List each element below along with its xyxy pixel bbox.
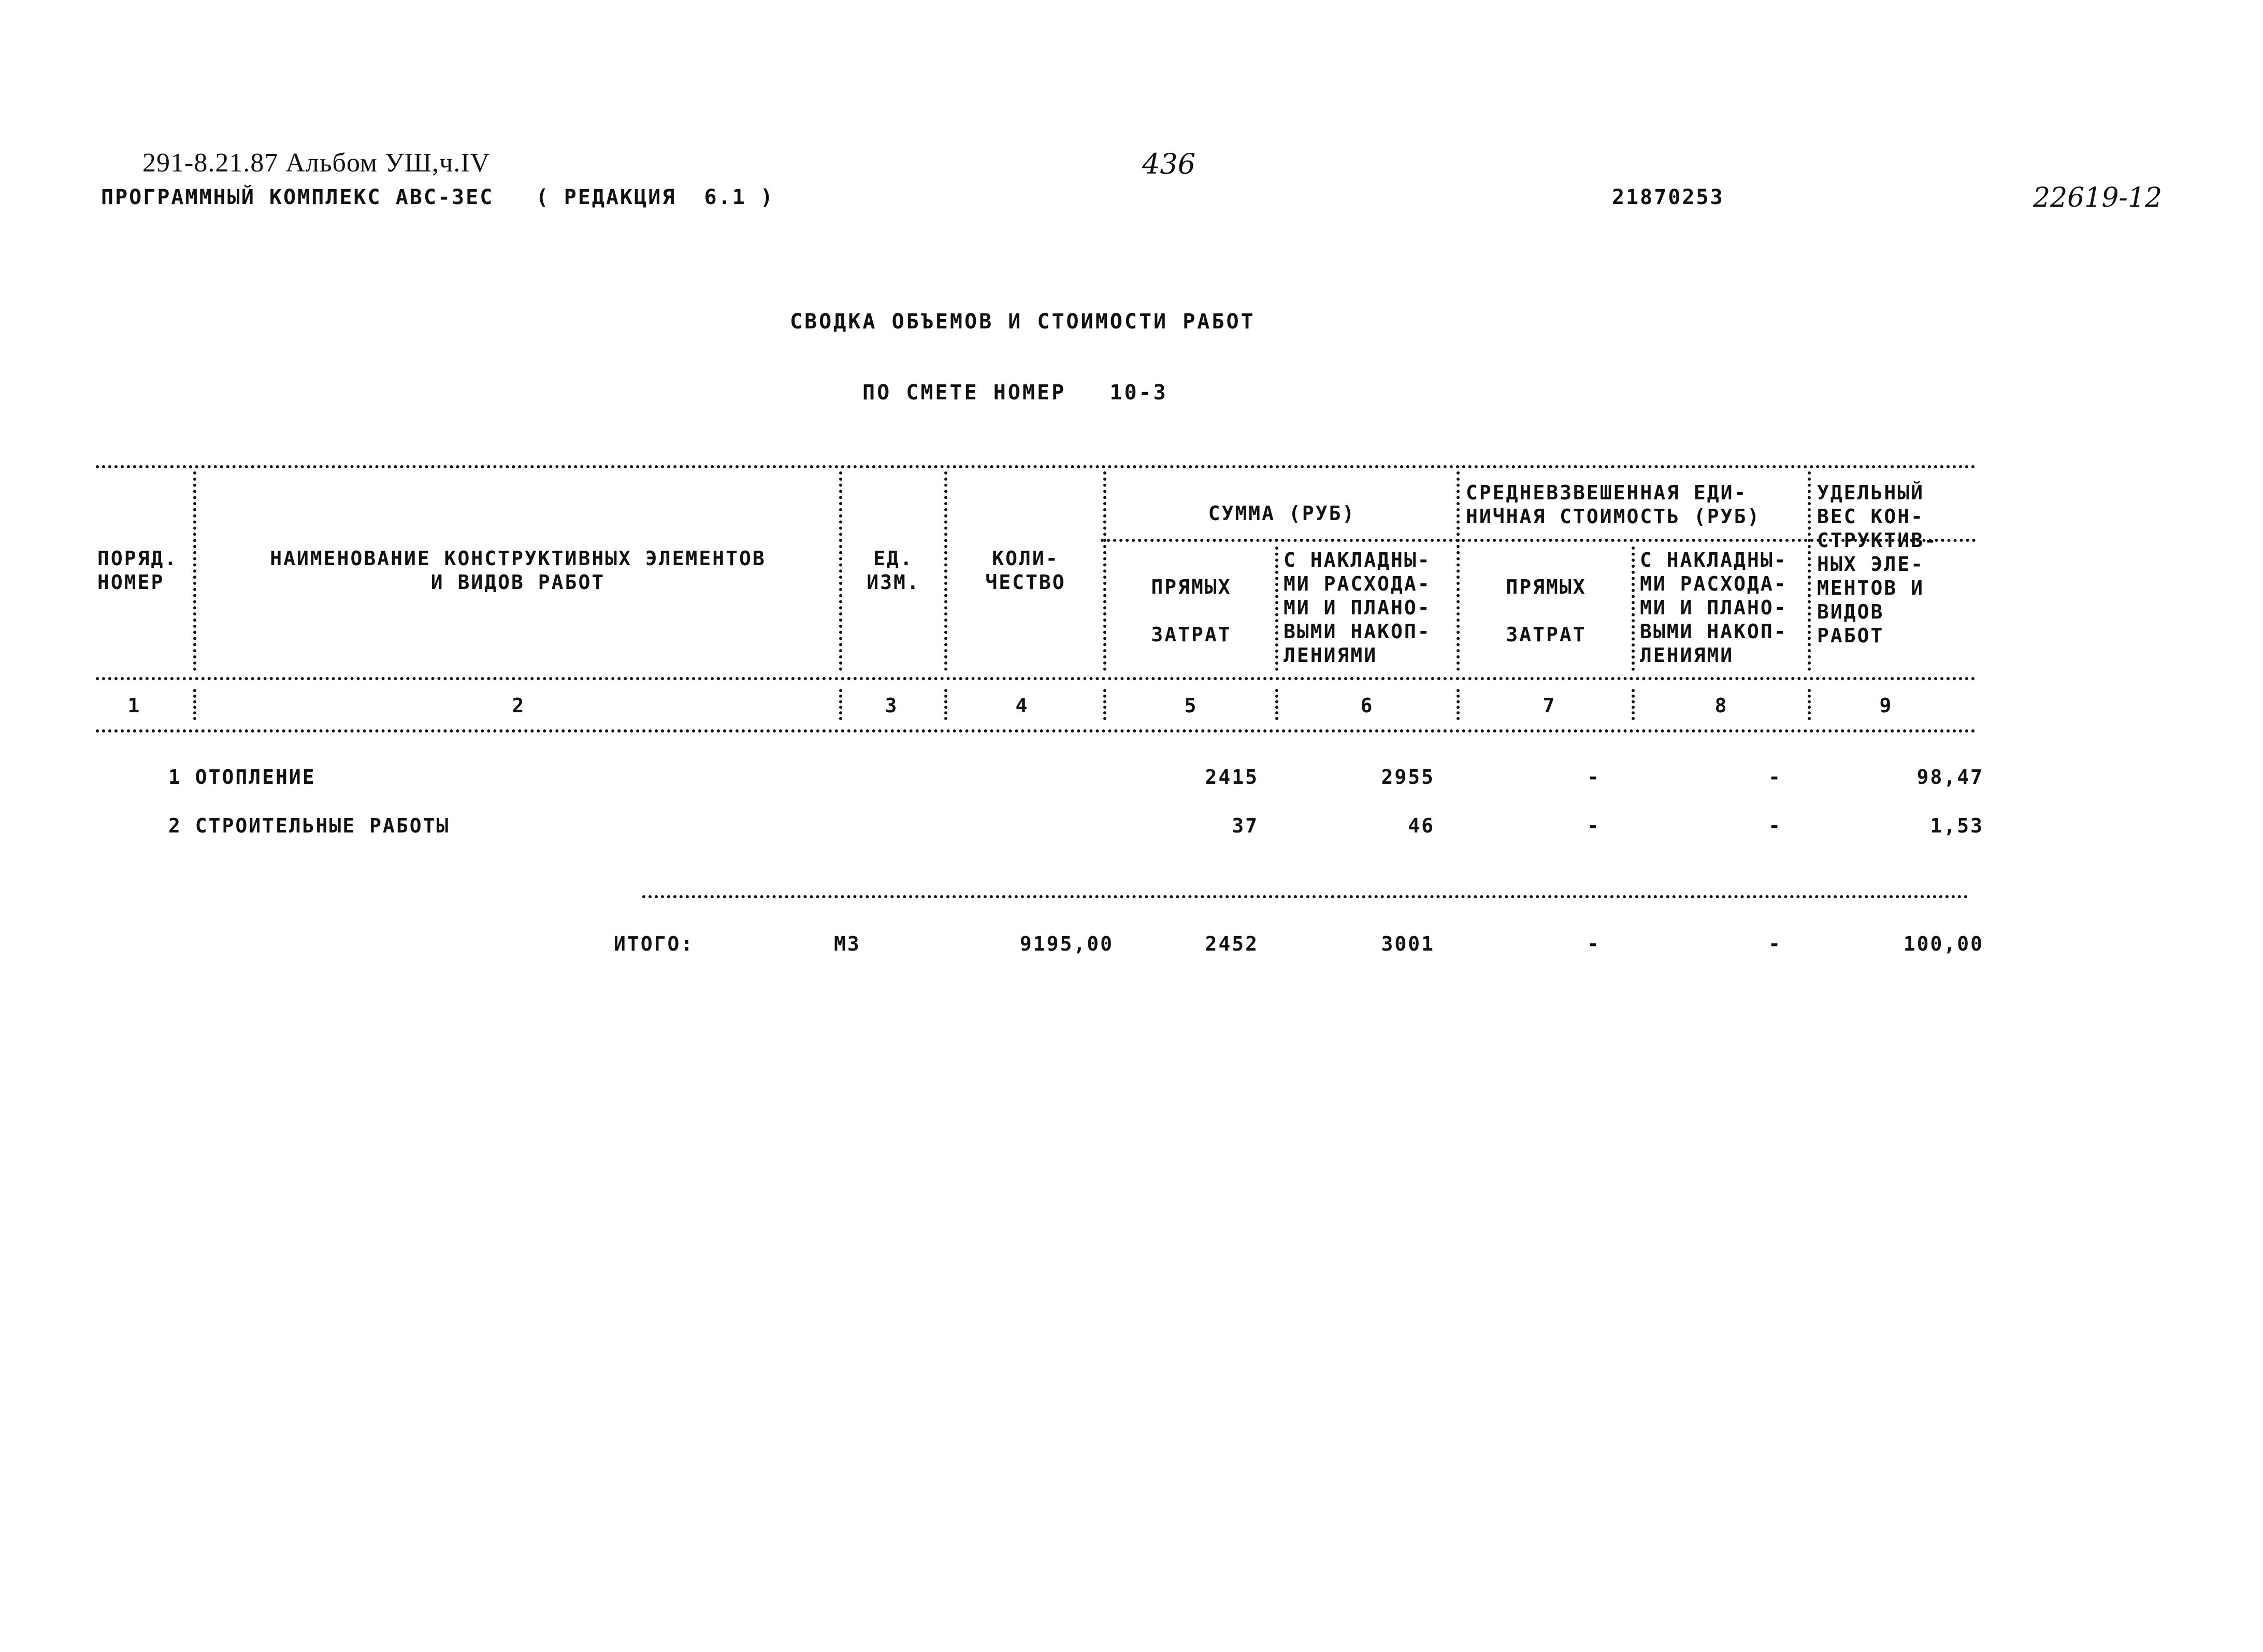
total-quantity: 9195,00 — [1019, 932, 1114, 955]
numbers-bottom-rule — [96, 729, 1976, 732]
col-separator — [839, 471, 842, 671]
col-header-quantity: КОЛИ- ЧЕСТВО — [985, 547, 1066, 594]
col-separator — [193, 471, 196, 671]
document-title: СВОДКА ОБЪЕМОВ И СТОИМОСТИ РАБОТ — [790, 310, 1256, 334]
table-cell-share: 98,47 — [1916, 766, 1984, 788]
col-separator — [1632, 547, 1635, 671]
table-cell-direct: 2415 — [1205, 766, 1259, 788]
total-unit: М3 — [834, 932, 861, 955]
col-header-overhead-costs: С НАКЛАДНЫ- МИ РАСХОДА- МИ И ПЛАНО- ВЫМИ НАКОП- ЛЕНИЯМИ — [1284, 549, 1431, 667]
col-number: 5 — [1184, 694, 1197, 717]
total-unit-overhead: - — [1768, 932, 1782, 955]
col-separator — [1632, 689, 1635, 720]
col-separator — [1808, 689, 1811, 720]
col-header-unit-direct: ПРЯМЫХ ЗАТРАТ — [1506, 576, 1587, 646]
total-overhead: 3001 — [1381, 932, 1435, 955]
col-number: 3 — [885, 694, 897, 717]
table-cell-direct: 37 — [1232, 814, 1259, 837]
col-header-group-sum: СУММА (РУБ) — [1208, 502, 1356, 525]
col-separator — [1457, 689, 1460, 720]
document-subtitle: ПО СМЕТЕ НОМЕР 10-3 — [862, 381, 1168, 405]
col-header-direct-costs: ПРЯМЫХ ЗАТРАТ — [1151, 576, 1232, 646]
page-number: 436 — [1142, 148, 1196, 180]
program-name: ПРОГРАММНЫЙ КОМПЛЕКС АВС-3ЕС ( РЕДАКЦИЯ 6.1 ) — [101, 185, 774, 209]
table-cell-unit-direct: - — [1587, 814, 1601, 837]
col-header-name: НАИМЕНОВАНИЕ КОНСТРУКТИВНЫХ ЭЛЕМЕНТОВ И ВИДОВ РАБОТ — [270, 547, 766, 594]
table-cell-overhead: 46 — [1408, 814, 1435, 837]
col-number: 7 — [1543, 694, 1555, 717]
table-top-rule — [96, 465, 1976, 468]
col-separator — [839, 689, 842, 720]
table-cell-share: 1,53 — [1930, 814, 1984, 837]
table-cell-overhead: 2955 — [1381, 766, 1435, 788]
total-rule — [642, 895, 1968, 898]
col-header-share: УДЕЛЬНЫЙ ВЕС КОН- СТРУКТИВ- НЫХ ЭЛЕ- МЕНТОВ И ВИДОВ РАБОТ — [1817, 481, 1938, 647]
table-cell-unit-overhead: - — [1768, 766, 1782, 788]
document-code: 21870253 — [1612, 185, 1724, 209]
col-separator — [1275, 689, 1278, 720]
col-separator — [1275, 547, 1278, 671]
col-number: 2 — [512, 694, 524, 717]
col-separator — [944, 471, 947, 671]
total-unit-direct: - — [1587, 932, 1601, 955]
col-number: 4 — [1015, 694, 1028, 717]
col-number: 8 — [1714, 694, 1727, 717]
col-header-unit-overhead: С НАКЛАДНЫ- МИ РАСХОДА- МИ И ПЛАНО- ВЫМИ НАКОП- ЛЕНИЯМИ — [1640, 549, 1788, 667]
col-number: 9 — [1879, 694, 1892, 717]
header-bottom-rule — [96, 677, 1976, 680]
handwritten-stamp: 22619-12 — [2033, 182, 2163, 213]
col-header-unit: ЕД. ИЗМ. — [867, 547, 920, 594]
col-separator — [1457, 471, 1460, 671]
col-separator — [1103, 471, 1106, 671]
col-separator — [1808, 471, 1811, 671]
col-separator — [944, 689, 947, 720]
col-separator — [1103, 689, 1106, 720]
album-reference: 291-8.21.87 Альбом УШ,ч.IV — [142, 148, 491, 178]
table-row-name: 2 СТРОИТЕЛЬНЫЕ РАБОТЫ — [168, 814, 450, 837]
total-direct: 2452 — [1205, 932, 1259, 955]
table-row-name: 1 ОТОПЛЕНИЕ — [168, 766, 316, 788]
table-cell-unit-direct: - — [1587, 766, 1601, 788]
col-header-group-unit-cost: СРЕДНЕВЗВЕШЕННАЯ ЕДИ- НИЧНАЯ СТОИМОСТЬ (РУБ) — [1466, 481, 1761, 528]
total-label: ИТОГО: — [614, 932, 695, 955]
col-separator — [193, 689, 196, 720]
table-cell-unit-overhead: - — [1768, 814, 1782, 837]
col-header-order-number: ПОРЯД. НОМЕР — [97, 547, 178, 594]
col-number: 6 — [1360, 694, 1373, 717]
total-share: 100,00 — [1903, 932, 1984, 955]
col-number: 1 — [127, 694, 140, 717]
